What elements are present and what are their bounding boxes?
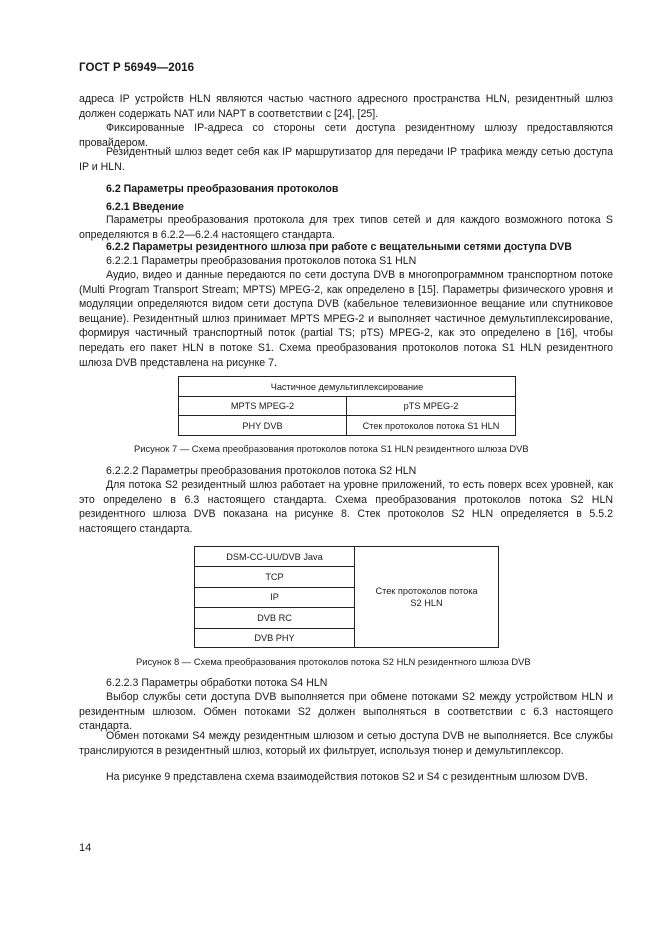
fig7-top-cell: Частичное демультиплексирование	[179, 377, 515, 397]
fig8-stack-row: IP	[195, 588, 354, 608]
fig7-mid-left-cell: MPTS MPEG-2	[179, 397, 347, 416]
figure-8-diagram	[194, 546, 499, 648]
section-6-2-2-3-paragraph-1: Выбор службы сети доступа DVB выполняется при обмене потоками S2 между устройством HLN и резидентным шлюзом. Обмен потоками S2 должен выполняться в соответствии с 6.3 настоящего стандарта.	[79, 691, 613, 733]
fig7-mid-right-cell: pTS MPEG-2	[347, 397, 515, 416]
page-number: 14	[79, 842, 92, 854]
fig8-right-cell	[354, 547, 498, 647]
section-6-2-2-2-text: Для потока S2 резидентный шлюз работает на уровне приложений, то есть поверх всех уровней, как это определено в 6.3 настоящего стандарта. Схема преобразования протоколов потока S2 HLN резидентного шлюза DVB показана на рисунке 8. Стек протоколов S2 HLN определяется в 5.5.2 настоящего стандарта.	[79, 479, 613, 535]
fig8-stack-row: DVB RC	[195, 608, 354, 628]
figure-7-diagram	[178, 376, 516, 436]
section-6-2-heading: 6.2 Параметры преобразования протоколов	[106, 183, 339, 195]
fig7-bottom-right-cell: Стек протоколов потока S1 HLN	[362, 420, 500, 431]
section-6-2-2-3-paragraph-2: Обмен потоками S4 между резидентным шлюзом и сетью доступа DVB не выполняется. Все службы транслируются в резидентный шлюз, который их фильтрует, используя тюнер и демультиплексор.	[79, 730, 613, 757]
figure-7-caption: Рисунок 7 — Схема преобразования протоколов потока S1 HLN резидентного шлюза DVB	[134, 443, 529, 454]
figure-8-caption: Рисунок 8 — Схема преобразования протоколов потока S2 HLN резидентного шлюза DVB	[136, 656, 531, 667]
section-6-2-2-3-heading: 6.2.2.3 Параметры обработки потока S4 HLN	[106, 677, 328, 689]
section-6-2-1-heading: 6.2.1 Введение	[106, 201, 184, 213]
section-6-2-2-1-text: Аудио, видео и данные передаются по сети доступа DVB в многопрограммном транспортном потоке (Multi Program Transport Stream; MPTS) MPEG-2, как определено в [15]. Параметры физического уровня и модуляции определяются видом сети доступа DVB (кабельное телевизионное вещание или спутниковое вещание). Резидентный шлюз принимает MPTS MPEG-2 и выполняет частичное демультиплексирование, формируя частичный транспортный поток (partial TS; pTS) MPEG-2, как это определено в [16], чтобы передать его пакет HLN в потоке S1. Схема преобразования протоколов потока S1 HLN резидентного шлюза DVB представлена на рисунке 7.	[79, 269, 613, 369]
section-6-2-2-3-paragraph-3: На рисунке 9 представлена схема взаимодействия потоков S2 и S4 с резидентным шлюзом DVB.	[106, 771, 588, 783]
fig8-stack-row: DSM-CC-UU/DVB Java	[195, 547, 354, 567]
intro-paragraph-2: Фиксированные IP-адреса со стороны сети доступа резидентному шлюзу предоставляются провайдером.	[79, 122, 613, 149]
fig8-right-label: Стек протоколов потока S2 HLN	[375, 586, 478, 608]
section-6-2-2-heading: 6.2.2 Параметры резидентного шлюза при работе с вещательными сетями доступа DVB	[106, 241, 572, 253]
section-6-2-2-2-heading: 6.2.2.2 Параметры преобразования протоколов потока S2 HLN	[106, 465, 417, 477]
fig8-stack-row: TCP	[195, 567, 354, 587]
fig8-stack-row: DVB PHY	[254, 632, 295, 643]
section-6-2-1-text: Параметры преобразования протокола для трех типов сетей и для каждого возможного потока S определяются в 6.2.2—6.2.4 настоящего стандарта.	[79, 214, 613, 241]
section-6-2-2-1-heading: 6.2.2.1 Параметры преобразования протоколов потока S1 HLN	[106, 255, 417, 267]
document-header: ГОСТ Р 56949—2016	[79, 62, 195, 74]
intro-paragraph-1: адреса IP устройств HLN являются частью частного адресного пространства HLN, резидентный шлюз должен содержать NAT или NAPT в соответствии с [24], [25].	[79, 93, 613, 120]
intro-paragraph-3: Резидентный шлюз ведет себя как IP маршрутизатор для передачи IP трафика между сетью доступа IP и HLN.	[79, 146, 613, 173]
fig7-bottom-left-cell: PHY DVB	[179, 416, 347, 435]
